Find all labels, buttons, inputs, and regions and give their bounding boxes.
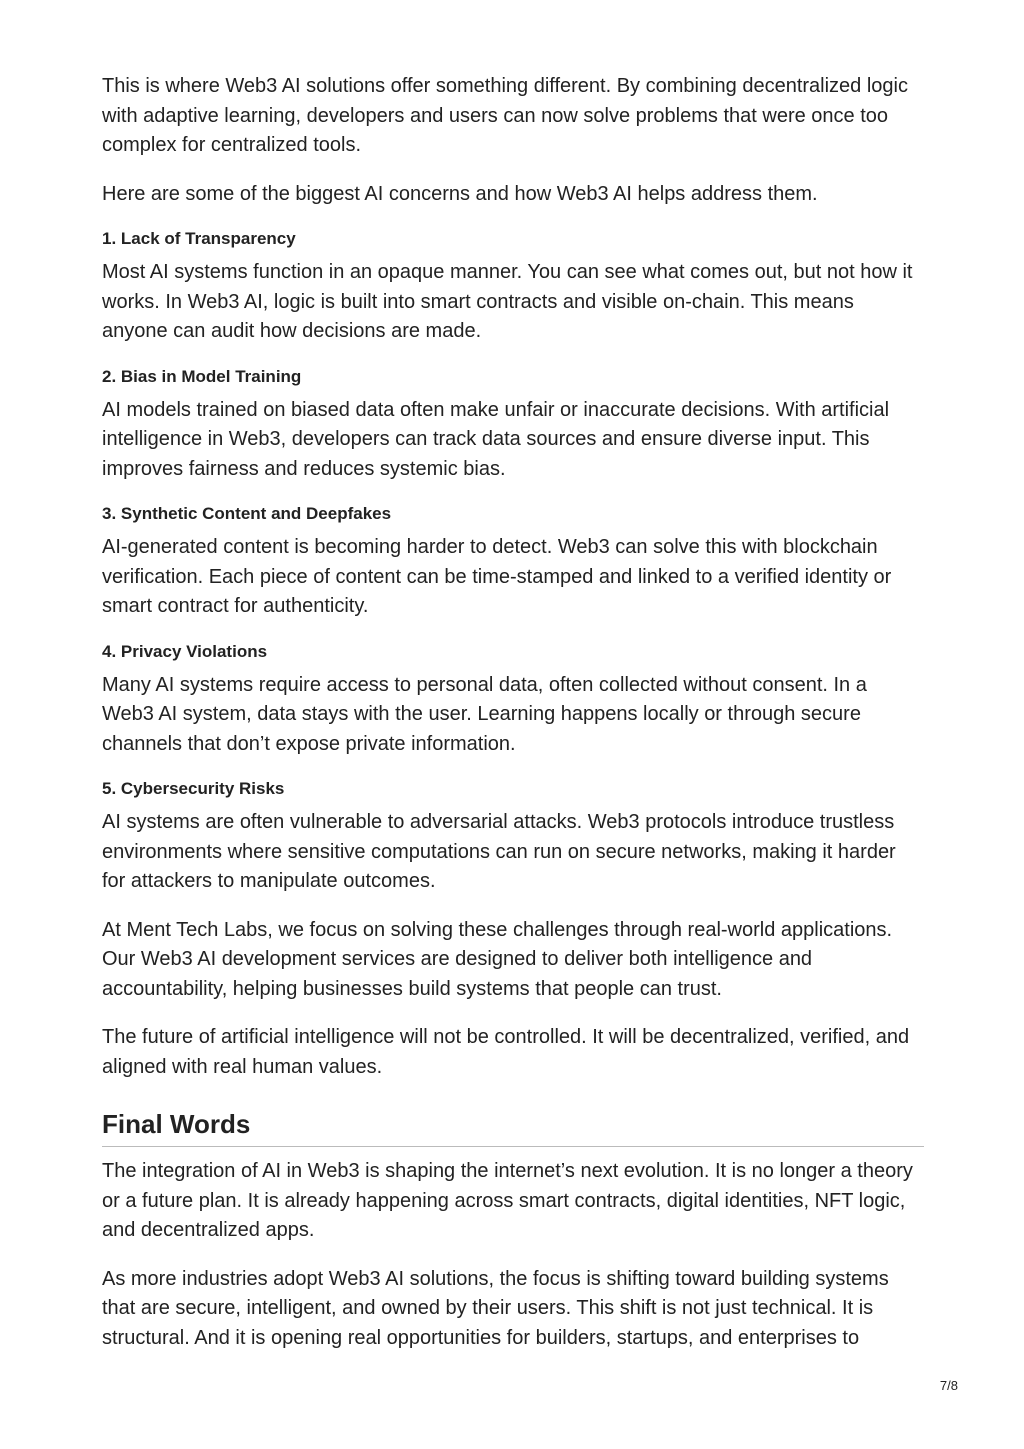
closing-paragraph-1: At Ment Tech Labs, we focus on solving these challenges through real-world applications. Our Web3 AI development services are designed to deliver both intelligence and accountability, helping businesses build systems that people can trust.	[102, 918, 893, 1000]
concern-heading-deepfakes: 3. Synthetic Content and Deepfakes	[102, 504, 392, 523]
concern-heading-bias: 2. Bias in Model Training	[102, 366, 302, 386]
concern-body-privacy: Many AI systems require access to personal data, often collected without consent. In a Web3 AI system, data stays with the user. Learning happens locally or through secure channels that don’t expose private information.	[102, 673, 867, 755]
page-number: 7/8	[939, 1378, 958, 1393]
document-page	[102, 72, 924, 1372]
intro-paragraph-2: Here are some of the biggest AI concerns and how Web3 AI helps address them.	[102, 182, 818, 205]
final-words-heading: Final Words	[102, 1108, 924, 1147]
concern-body-bias: AI models trained on biased data often make unfair or inaccurate decisions. With artificial intelligence in Web3, developers can track data sources and ensure diverse input. This improves fairness and reduces systemic bias.	[102, 398, 890, 480]
concern-heading-privacy: 4. Privacy Violations	[102, 641, 268, 661]
concern-heading-cybersecurity: 5. Cybersecurity Risks	[102, 779, 285, 798]
concern-body-transparency: Most AI systems function in an opaque manner. You can see what comes out, but not how it works. In Web3 AI, logic is built into smart contracts and visible on-chain. This means anyone can audit how decisions are made.	[102, 261, 913, 342]
final-words-paragraph-1: The integration of AI in Web3 is shaping the internet’s next evolution. It is no longer a theory or a future plan. It is already happening across smart contracts, digital identities, NFT logic, and decentralized apps.	[102, 1160, 913, 1241]
concern-body-cybersecurity: AI systems are often vulnerable to adversarial attacks. Web3 protocols introduce trustless environments where sensitive computations can run on secure networks, making it harder for attackers to manipulate outcomes.	[102, 811, 896, 892]
final-words-paragraph-2: As more industries adopt Web3 AI solutions, the focus is shifting toward building systems that are secure, intelligent, and owned by their users. This shift is not just technical. It is structural. And it is opening real opportunities for builders, startups, and enterprises to	[102, 1267, 889, 1349]
intro-paragraph-1: This is where Web3 AI solutions offer something different. By combining decentralized logic with adaptive learning, developers and users can now solve problems that were once too complex for centralized tools.	[102, 75, 908, 156]
closing-paragraph-2: The future of artificial intelligence will not be controlled. It will be decentralized, verified, and aligned with real human values.	[102, 1026, 910, 1078]
concern-heading-transparency: 1. Lack of Transparency	[102, 229, 296, 248]
concern-body-deepfakes: AI-generated content is becoming harder to detect. Web3 can solve this with blockchain verification. Each piece of content can be time-stamped and linked to a verified identity or smart contract for authenticity.	[102, 536, 892, 617]
